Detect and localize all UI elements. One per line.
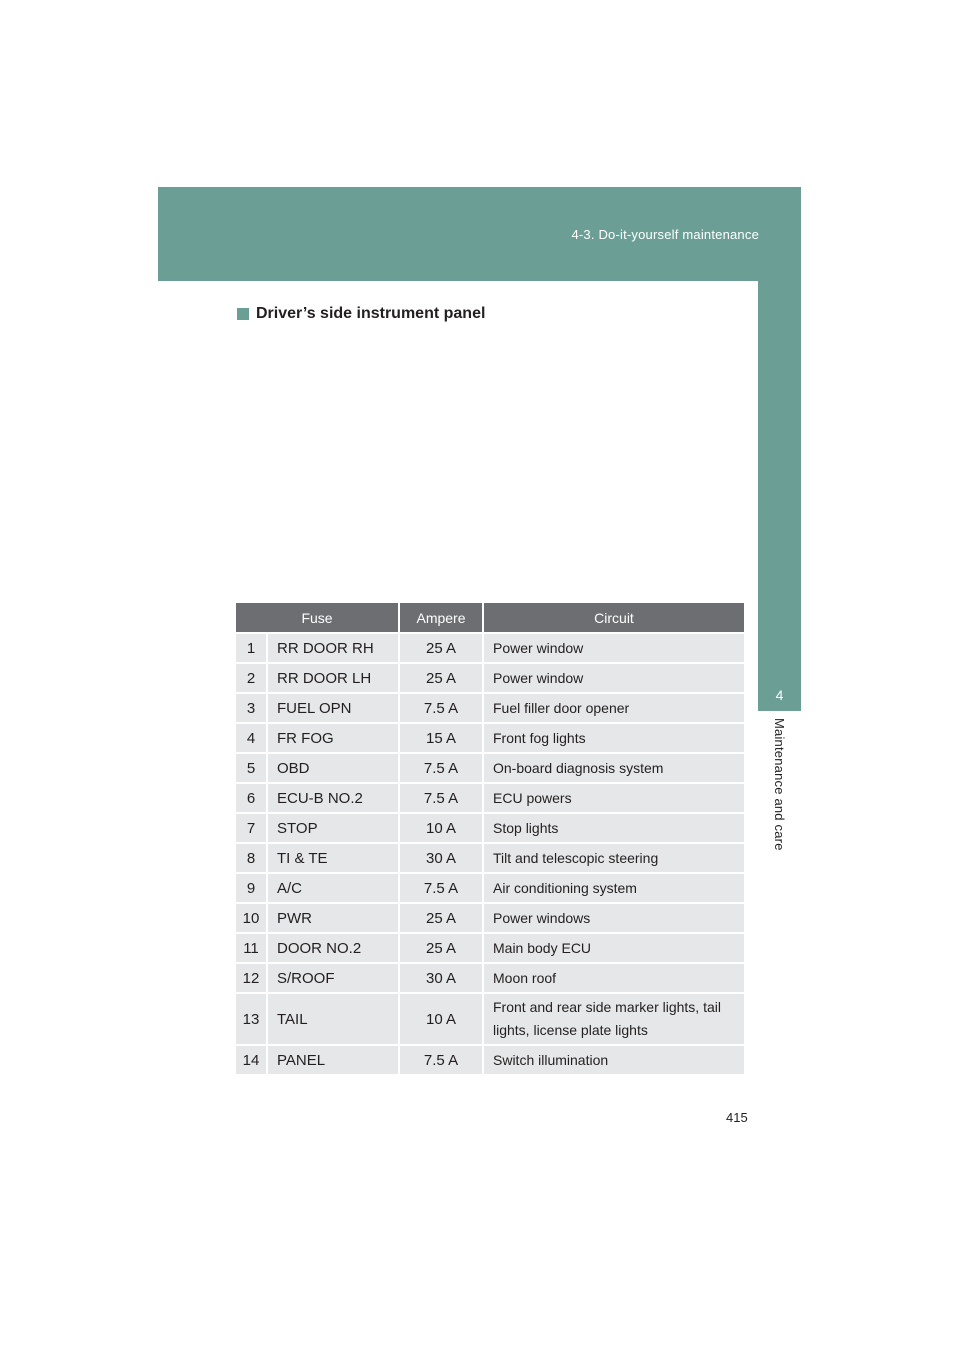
fuse-name: TAIL <box>268 992 400 1044</box>
fuse-name: FR FOG <box>268 722 400 752</box>
fuse-circuit: Power window <box>484 632 744 662</box>
fuse-name: FUEL OPN <box>268 692 400 722</box>
fuse-ampere: 30 A <box>400 962 484 992</box>
fuse-ampere: 10 A <box>400 992 484 1044</box>
fuse-circuit: Front fog lights <box>484 722 744 752</box>
fuse-circuit: Moon roof <box>484 962 744 992</box>
fuse-circuit: On-board diagnosis system <box>484 752 744 782</box>
chapter-title: Maintenance and care <box>772 718 787 851</box>
chapter-tab <box>758 281 801 711</box>
fuse-number: 3 <box>236 692 268 722</box>
section-heading <box>237 305 485 323</box>
table-header-row <box>236 603 744 632</box>
fuse-circuit: Front and rear side marker lights, tail lights, license plate lights <box>484 992 744 1044</box>
fuse-number: 9 <box>236 872 268 902</box>
table-row <box>236 902 744 932</box>
fuse-ampere: 25 A <box>400 662 484 692</box>
table-row <box>236 842 744 872</box>
column-header-circuit: Circuit <box>484 603 744 632</box>
fuse-number: 1 <box>236 632 268 662</box>
fuse-name: RR DOOR LH <box>268 662 400 692</box>
page-number: 415 <box>726 1110 748 1125</box>
fuse-number: 5 <box>236 752 268 782</box>
fuse-number: 13 <box>236 992 268 1044</box>
fuse-number: 8 <box>236 842 268 872</box>
fuse-number: 4 <box>236 722 268 752</box>
table-row <box>236 632 744 662</box>
table-body <box>236 632 744 1074</box>
fuse-ampere: 7.5 A <box>400 1044 484 1074</box>
fuse-ampere: 15 A <box>400 722 484 752</box>
section-title: 4-3. Do-it-yourself maintenance <box>571 227 759 242</box>
fuse-number: 11 <box>236 932 268 962</box>
fuse-name: RR DOOR RH <box>268 632 400 662</box>
heading-text: Driver’s side instrument panel <box>256 305 486 322</box>
fuse-ampere: 25 A <box>400 932 484 962</box>
fuse-number: 6 <box>236 782 268 812</box>
fuse-ampere: 25 A <box>400 632 484 662</box>
fuse-table <box>236 603 744 1074</box>
fuse-circuit: Power windows <box>484 902 744 932</box>
fuse-circuit: ECU powers <box>484 782 744 812</box>
fuse-name: DOOR NO.2 <box>268 932 400 962</box>
fuse-name: A/C <box>268 872 400 902</box>
fuse-name: PANEL <box>268 1044 400 1074</box>
column-header-ampere: Ampere <box>400 603 484 632</box>
fuse-ampere: 7.5 A <box>400 872 484 902</box>
fuse-name: TI & TE <box>268 842 400 872</box>
fuse-number: 12 <box>236 962 268 992</box>
fuse-ampere: 7.5 A <box>400 752 484 782</box>
table-row <box>236 992 744 1044</box>
table-row <box>236 752 744 782</box>
header-band <box>158 187 801 281</box>
fuse-ampere: 7.5 A <box>400 782 484 812</box>
fuse-ampere: 7.5 A <box>400 692 484 722</box>
table-row <box>236 962 744 992</box>
table-row <box>236 722 744 752</box>
fuse-number: 7 <box>236 812 268 842</box>
fuse-number: 2 <box>236 662 268 692</box>
fuse-circuit: Air conditioning system <box>484 872 744 902</box>
table-row <box>236 872 744 902</box>
table-row <box>236 932 744 962</box>
table-row <box>236 1044 744 1074</box>
fuse-circuit: Stop lights <box>484 812 744 842</box>
table-row <box>236 782 744 812</box>
table-row <box>236 692 744 722</box>
fuse-number: 10 <box>236 902 268 932</box>
square-bullet-icon <box>237 308 249 320</box>
fuse-circuit: Main body ECU <box>484 932 744 962</box>
chapter-title-container <box>758 718 801 868</box>
fuse-ampere: 10 A <box>400 812 484 842</box>
fuse-name: ECU-B NO.2 <box>268 782 400 812</box>
fuse-name: STOP <box>268 812 400 842</box>
fuse-circuit: Power window <box>484 662 744 692</box>
fuse-ampere: 25 A <box>400 902 484 932</box>
fuse-number: 14 <box>236 1044 268 1074</box>
fuse-circuit: Tilt and telescopic steering <box>484 842 744 872</box>
chapter-number: 4 <box>775 687 784 703</box>
table-row <box>236 662 744 692</box>
fuse-circuit: Switch illumination <box>484 1044 744 1074</box>
fuse-name: S/ROOF <box>268 962 400 992</box>
table-row <box>236 812 744 842</box>
fuse-ampere: 30 A <box>400 842 484 872</box>
fuse-name: OBD <box>268 752 400 782</box>
fuse-circuit: Fuel filler door opener <box>484 692 744 722</box>
fuse-name: PWR <box>268 902 400 932</box>
column-header-fuse: Fuse <box>236 603 400 632</box>
